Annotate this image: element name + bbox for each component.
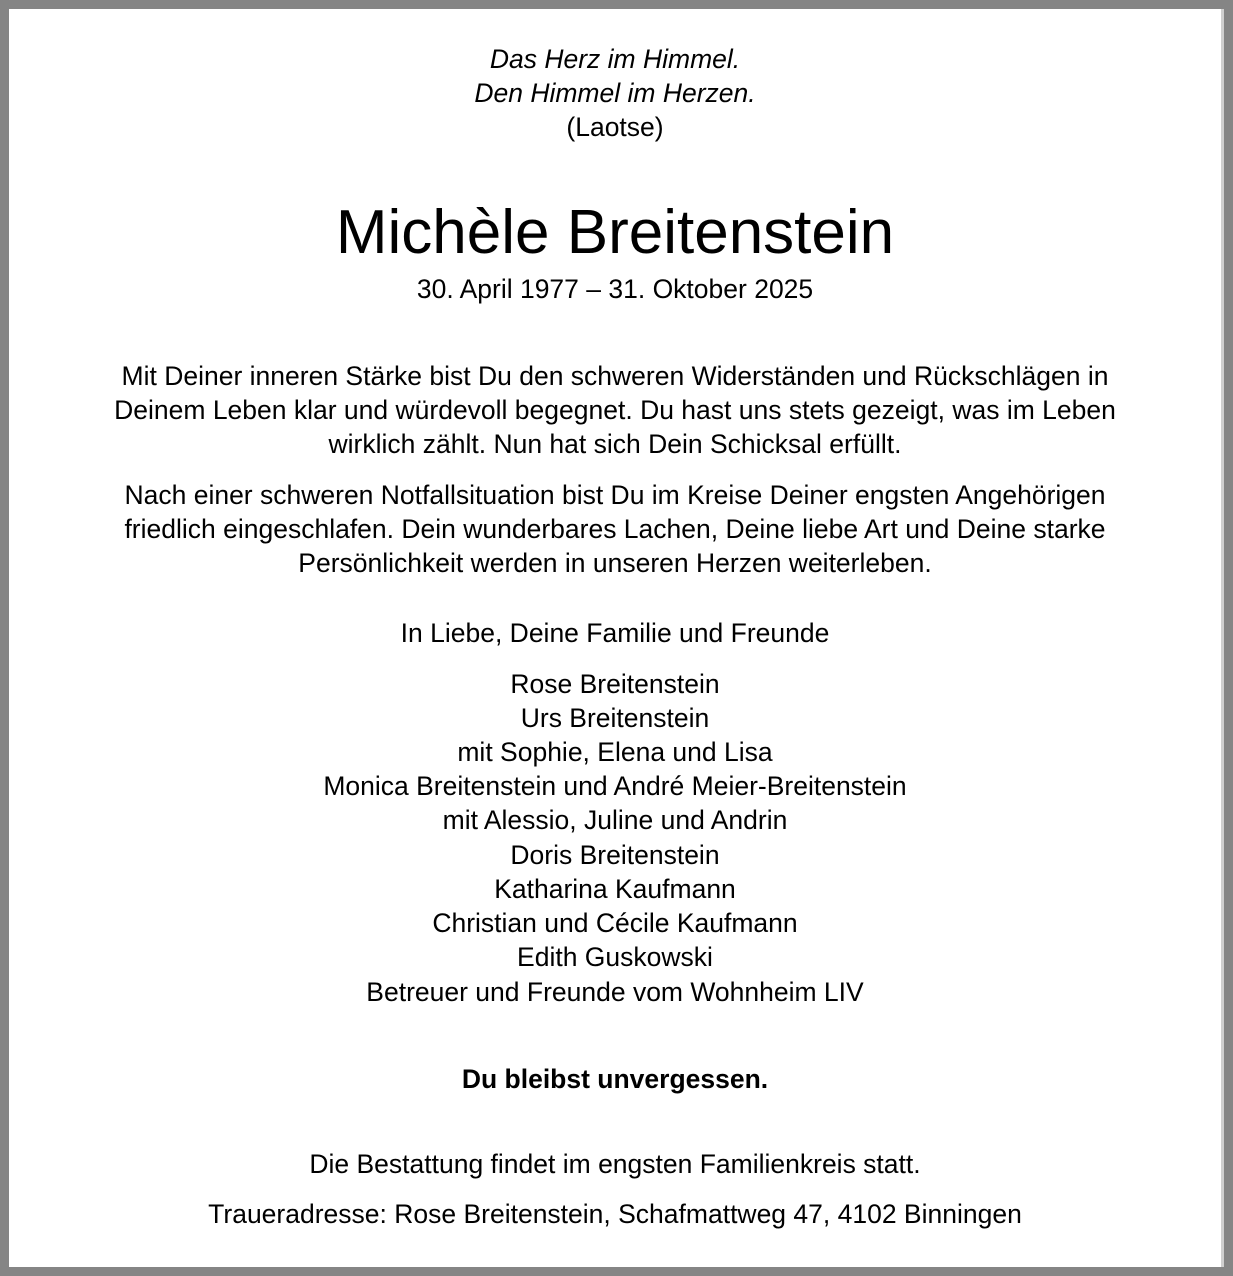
paragraph-1-line-2: Deinem Leben klar und würdevoll begegnet. Du hast uns stets gezeigt, was im Leben: [114, 395, 1116, 425]
quote-line-1: Das Herz im Himmel.: [489, 44, 741, 74]
paragraph-2-line-2: friedlich eingeschlafen. Dein wunderbares Lachen, Deine liebe Art und Deine starke: [124, 514, 1106, 544]
funeral-note: Die Bestattung findet im engsten Familienkreis statt.: [309, 1149, 921, 1179]
quote-author: (Laotse): [566, 112, 664, 142]
mourner-8: Christian und Cécile Kaufmann: [432, 908, 798, 938]
mourner-4: Monica Breitenstein und André Meier-Breitenstein: [323, 771, 907, 801]
closing-line: In Liebe, Deine Familie und Freunde: [400, 618, 830, 648]
mourner-7: Katharina Kaufmann: [494, 874, 736, 904]
quote-line-2: Den Himmel im Herzen.: [474, 78, 756, 108]
mourner-6: Doris Breitenstein: [510, 840, 720, 870]
mourning-address: Traueradresse: Rose Breitenstein, Schafmattweg 47, 4102 Binningen: [208, 1199, 1022, 1229]
paragraph-2-line-1: Nach einer schweren Notfallsituation bist Du im Kreise Deiner engsten Angehörigen: [124, 480, 1106, 510]
mourner-2: Urs Breitenstein: [520, 703, 710, 733]
deceased-name: Michèle Breitenstein: [335, 198, 895, 267]
mourner-3: mit Sophie, Elena und Lisa: [457, 737, 773, 767]
paragraph-1-line-3: wirklich zählt. Nun hat sich Dein Schicksal erfüllt.: [328, 429, 902, 459]
paragraph-1-line-1: Mit Deiner inneren Stärke bist Du den schweren Widerständen und Rückschlägen in: [121, 361, 1109, 391]
life-dates: 30. April 1977 – 31. Oktober 2025: [416, 274, 814, 304]
motto: Du bleibst unvergessen.: [461, 1064, 769, 1094]
mourner-9: Edith Guskowski: [517, 942, 713, 972]
mourner-1: Rose Breitenstein: [510, 669, 720, 699]
mourner-10: Betreuer und Freunde vom Wohnheim LIV: [366, 977, 864, 1007]
obituary-notice: [9, 9, 1224, 1267]
mourner-5: mit Alessio, Juline und Andrin: [442, 805, 788, 835]
paragraph-2-line-3: Persönlichkeit werden in unseren Herzen weiterleben.: [298, 548, 932, 578]
